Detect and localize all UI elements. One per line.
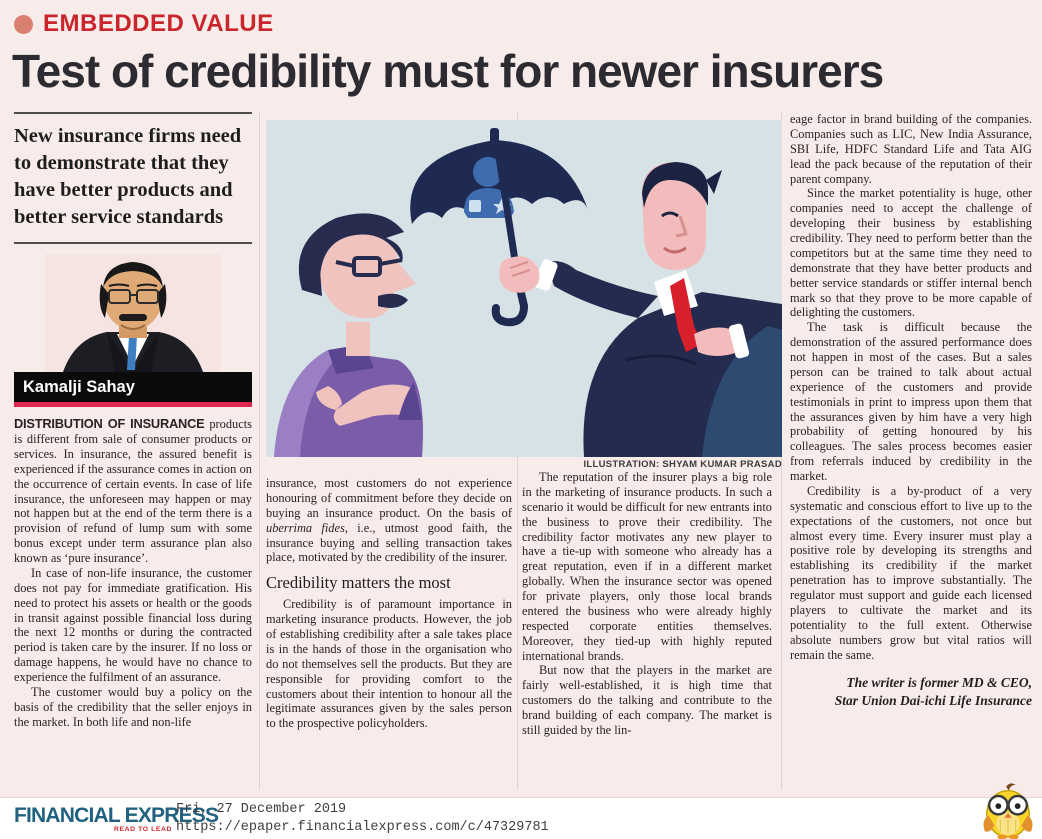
paragraph	[266, 476, 512, 565]
column-2	[266, 476, 512, 792]
paragraph-text: products is different from sale of consumer products or services. In insurance, the assured benefit is experienced if the assurance comes in action on the occurrence of certain events. In case of life insurance, the unforeseen may happen or may not happen but at the end of the term there is a provision of refund of lump sum with some bonus except under term assurance plan also known as ‘pure insurance’.	[14, 417, 252, 566]
author-name-underline	[14, 402, 252, 407]
author-name: Kamalji Sahay	[23, 377, 135, 396]
paragraph: In case of non-life insurance, the customer does not pay for immediate gratification. His need to protect his assets or health or the goods in transit against possible financial loss during the next 12 months or during the contracted period is taken care by the insurer. If no loss or damage happens, he would have no chance to experience the fulfilment of an assurance.	[14, 565, 252, 685]
owl-mascot-icon	[977, 781, 1039, 839]
subhead: Credibility matters the most	[266, 573, 451, 593]
article-illustration	[266, 120, 782, 457]
paragraph-text: , i.e., utmost good faith, the insurance buying and selling transaction takes place, motivated by the credibility of the insurer.	[266, 520, 512, 565]
column-4	[790, 112, 1032, 794]
clip-date: Fri, 27 December 2019	[176, 802, 347, 817]
column-3	[522, 470, 772, 792]
paragraph: Since the market potentiality is huge, other companies need to accept the challenge of developing their business by establishing credibility. They need to perform better than the competitors but at the same time they need to demonstrate that they have better products and better service standards or stiffer internal bench mark so that they prove to be more capable of delighting the customers.	[790, 186, 1032, 320]
paragraph	[14, 416, 252, 566]
epaper-footer	[0, 797, 1042, 839]
paragraph-text: insurance, most customers do not experience honouring of commitment before they decide on buying an insurance product. On the basis of	[266, 476, 512, 520]
latin-term: uberrima fides	[266, 520, 345, 535]
paragraph: The customer would buy a policy on the basis of the credibility that the seller enjoys in the market. In both life and non-life	[14, 684, 252, 729]
column-1	[14, 112, 252, 794]
section-label: EMBEDDED VALUE	[43, 10, 274, 37]
brand-name: FINANCIAL EXPRESS	[14, 804, 219, 827]
paragraph: eage factor in brand building of the companies. Companies such as LIC, New India Assurance, SBI Life, HDFC Standard Life and Tata AIG lead the pack because of the reputation of their parent company.	[790, 112, 1032, 186]
writer-credit-line: Star Union Dai-ichi Life Insurance	[834, 692, 1032, 708]
paragraph: Credibility is a by-product of a very systematic and conscious effort to live up to the expectations of the customers, not once but almost every time. Every insurer must play a positive role by developing its strengths and establishing its credibility if the market penetration has to improve substantially. The regulator must support and guide each licensed players to cultivate the market and its potentiality to the full extent. Otherwise absolute numbers grow but vital ratios will remain the same.	[790, 483, 1032, 662]
author-name-bar	[14, 372, 252, 402]
paragraph: The reputation of the insurer plays a big role in the marketing of insurance products. In such a scenario it would be difficult for new entrants into the business to prove their credibility. The credibility factor motivates any new player to have a tie-up with someone who already has a great reputation, even if in a different market globally. When the insurance sector was opened for private players, only those local brands entered the business who were already highly respected corporate entities themselves. Moreover, they tied-up with highly reputed international brands.	[522, 470, 772, 663]
paragraph: The task is difficult because the demonstration of the assured performance does not happen in most of the cases. But a sales person can be trained to talk about actual experience of the customers and provide testimonials in print to impress upon them that the assurances given by him have a very high probability of getting honoured by his colleagues. The sales process becomes easier from referrals induced by credibility in the market.	[790, 320, 1032, 483]
author-portrait	[45, 254, 221, 372]
lead-in-caps: DISTRIBUTION OF INSURANCE	[14, 416, 205, 432]
writer-credit	[790, 674, 1032, 709]
brand-tagline: READ TO LEAD	[113, 826, 172, 833]
illustration-credit: ILLUSTRATION: SHYAM KUMAR PRASAD	[583, 459, 782, 470]
bullet-dot-icon	[14, 15, 33, 34]
paragraph: But now that the players in the market are fairly well-established, it is high time that customers do the talking and contribute to the brand building of each company. The market is still guided by the lin-	[522, 663, 772, 737]
article-headline: Test of credibility must for newer insurers	[12, 45, 884, 97]
clip-url: https://epaper.financialexpress.com/c/47329781	[176, 820, 549, 836]
section-kicker	[14, 10, 274, 38]
paragraph: Credibility is of paramount importance in marketing insurance products. However, the job of establishing credibility after a sale takes place is in the hands of those in the organisation who do not themselves sell the products. But they are responsible for providing comfort to the customers about their intention to honour all the legitimate assurances given by the sales person to the prospective policyholders.	[266, 597, 512, 731]
clip-metadata	[176, 801, 549, 837]
standfirst: New insurance firms need to demonstrate that they have better products and better service standards	[14, 112, 252, 244]
financial-express-logo	[14, 804, 219, 833]
column-rule	[259, 112, 260, 790]
writer-credit-line: The writer is former MD & CEO,	[846, 675, 1032, 691]
